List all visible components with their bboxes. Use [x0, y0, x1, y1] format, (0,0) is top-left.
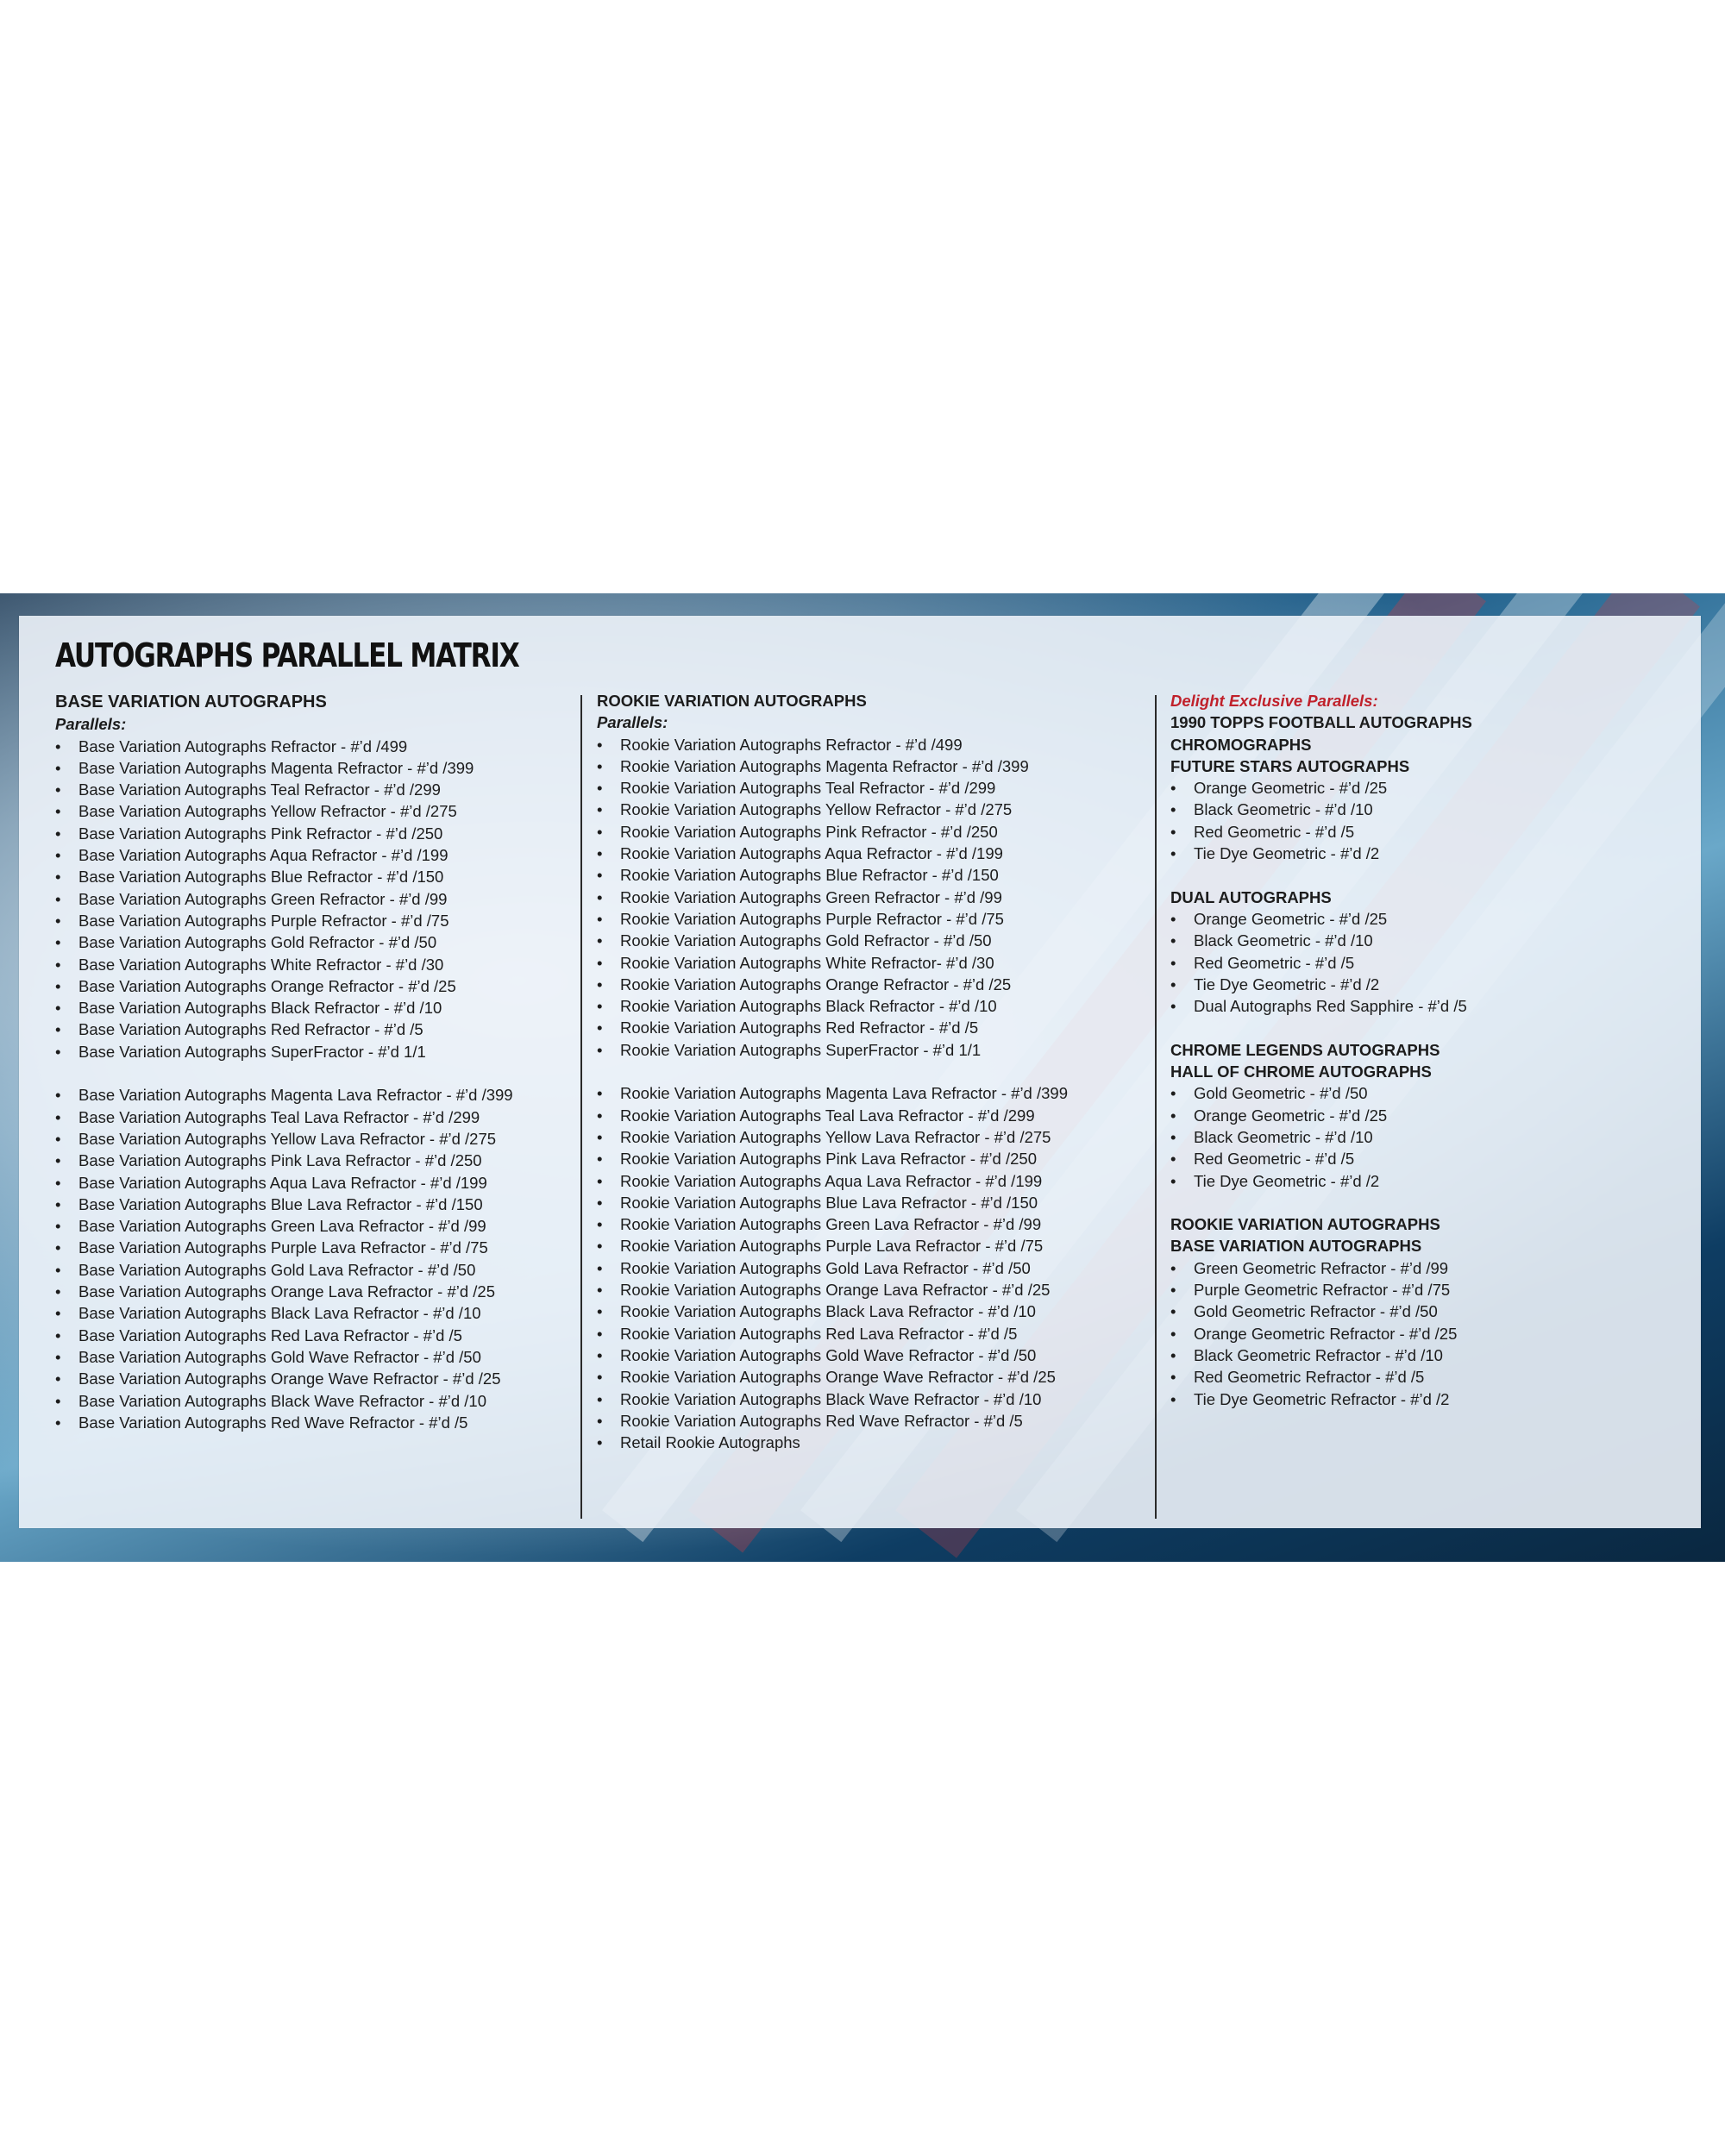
- list-item: • Rookie Variation Autographs Blue Lava Refractor - #’d /150: [597, 1192, 1149, 1213]
- parallel-list: [55, 736, 573, 1062]
- list-item: • Base Variation Autographs Orange Wave Refractor - #’d /25: [55, 1368, 573, 1389]
- list-item: • Base Variation Autographs Black Refractor - #’d /10: [55, 997, 573, 1018]
- list-item: • Rookie Variation Autographs Pink Lava Refractor - #’d /250: [597, 1148, 1149, 1169]
- list-item: • Base Variation Autographs Teal Refractor - #’d /299: [55, 779, 573, 800]
- section-headings: [1170, 1039, 1671, 1083]
- list-item: • Rookie Variation Autographs Green Refractor - #’d /99: [597, 887, 1149, 908]
- list-item: • Red Geometric - #’d /5: [1170, 952, 1671, 974]
- list-item: • Base Variation Autographs Pink Refractor - #’d /250: [55, 823, 573, 844]
- list-item: • Black Geometric - #’d /10: [1170, 930, 1671, 951]
- list-spacer: [1170, 1017, 1671, 1038]
- list-item: • Base Variation Autographs Red Refractor - #’d /5: [55, 1018, 573, 1040]
- list-item: • Rookie Variation Autographs Yellow Refractor - #’d /275: [597, 799, 1149, 820]
- list-item: • Red Geometric Refractor - #’d /5: [1170, 1366, 1671, 1388]
- list-item: • Tie Dye Geometric Refractor - #’d /2: [1170, 1388, 1671, 1410]
- list-item: • Base Variation Autographs White Refractor - #’d /30: [55, 954, 573, 975]
- list-item: • Dual Autographs Red Sapphire - #’d /5: [1170, 995, 1671, 1017]
- list-item: • Rookie Variation Autographs Orange Lava Refractor - #’d /25: [597, 1279, 1149, 1300]
- list-item: • Base Variation Autographs Orange Refractor - #’d /25: [55, 975, 573, 997]
- list-item: • Rookie Variation Autographs Aqua Refractor - #’d /199: [597, 843, 1149, 864]
- list-item: • Base Variation Autographs Aqua Refractor - #’d /199: [55, 844, 573, 866]
- parallel-list: [597, 1082, 1149, 1453]
- list-item: • Base Variation Autographs Yellow Refractor - #’d /275: [55, 800, 573, 822]
- list-item: • Rookie Variation Autographs Purple Refractor - #’d /75: [597, 908, 1149, 930]
- list-item: • Base Variation Autographs Blue Lava Refractor - #’d /150: [55, 1194, 573, 1215]
- parallel-list: [1170, 777, 1671, 864]
- list-item: • Rookie Variation Autographs SuperFractor - #’d 1/1: [597, 1039, 1149, 1061]
- list-item: • Rookie Variation Autographs Black Refractor - #’d /10: [597, 995, 1149, 1017]
- list-item: • Tie Dye Geometric - #’d /2: [1170, 843, 1671, 864]
- rookie-variation-column: [597, 690, 1149, 1453]
- list-item: • Rookie Variation Autographs Blue Refractor - #’d /150: [597, 864, 1149, 886]
- list-item: • Base Variation Autographs Black Wave Refractor - #’d /10: [55, 1390, 573, 1412]
- list-spacer: [55, 1062, 573, 1084]
- parallels-label: Parallels:: [597, 713, 668, 732]
- list-item: • Rookie Variation Autographs Yellow Lava Refractor - #’d /275: [597, 1126, 1149, 1148]
- base-variation-column: [55, 692, 573, 1433]
- list-item: • Base Variation Autographs Purple Refractor - #’d /75: [55, 910, 573, 931]
- exclusive-parallels-label: Delight Exclusive Parallels:: [1170, 692, 1378, 710]
- list-item: • Gold Geometric - #’d /50: [1170, 1082, 1671, 1104]
- list-item: • Retail Rookie Autographs: [597, 1432, 1149, 1453]
- section-headings: [1170, 711, 1671, 777]
- list-item: • Tie Dye Geometric - #’d /2: [1170, 974, 1671, 995]
- list-item: • Purple Geometric Refractor - #’d /75: [1170, 1279, 1671, 1300]
- list-item: • Red Geometric - #’d /5: [1170, 821, 1671, 843]
- exclusive-section: [1170, 887, 1671, 1018]
- list-item: • Base Variation Autographs Gold Lava Refractor - #’d /50: [55, 1259, 573, 1281]
- list-item: • Rookie Variation Autographs Refractor - #’d /499: [597, 734, 1149, 755]
- list-item: • Base Variation Autographs Green Lava Refractor - #’d /99: [55, 1215, 573, 1237]
- list-item: • Rookie Variation Autographs Black Lava Refractor - #’d /10: [597, 1300, 1149, 1322]
- list-item: • Base Variation Autographs Black Lava Refractor - #’d /10: [55, 1302, 573, 1324]
- list-item: • Rookie Variation Autographs Magenta Refractor - #’d /399: [597, 755, 1149, 777]
- parallel-list: [597, 734, 1149, 1061]
- list-item: • Base Variation Autographs Purple Lava Refractor - #’d /75: [55, 1237, 573, 1258]
- list-spacer: [1170, 864, 1671, 886]
- column-divider: [1155, 695, 1157, 1519]
- list-item: • Rookie Variation Autographs Gold Refractor - #’d /50: [597, 930, 1149, 951]
- list-item: • Base Variation Autographs Red Wave Refractor - #’d /5: [55, 1412, 573, 1433]
- list-item: • Base Variation Autographs Magenta Lava Refractor - #’d /399: [55, 1084, 573, 1106]
- column-heading: ROOKIE VARIATION AUTOGRAPHS: [597, 692, 867, 710]
- list-item: • Rookie Variation Autographs Magenta Lava Refractor - #’d /399: [597, 1082, 1149, 1104]
- list-item: • Rookie Variation Autographs Teal Refractor - #’d /299: [597, 777, 1149, 799]
- exclusive-section: [1170, 711, 1671, 864]
- content-panel: [19, 616, 1701, 1528]
- list-item: • Orange Geometric - #’d /25: [1170, 908, 1671, 930]
- section-heading: HALL OF CHROME AUTOGRAPHS: [1170, 1062, 1432, 1081]
- column-divider: [580, 695, 582, 1519]
- parallel-list: [1170, 1257, 1671, 1410]
- list-item: • Base Variation Autographs Red Lava Refractor - #’d /5: [55, 1325, 573, 1346]
- list-item: • Rookie Variation Autographs Gold Wave Refractor - #’d /50: [597, 1344, 1149, 1366]
- list-item: • Black Geometric Refractor - #’d /10: [1170, 1344, 1671, 1366]
- list-item: • Gold Geometric Refractor - #’d /50: [1170, 1300, 1671, 1322]
- list-item: • Base Variation Autographs Green Refractor - #’d /99: [55, 888, 573, 910]
- list-item: • Rookie Variation Autographs White Refractor- #’d /30: [597, 952, 1149, 974]
- parallels-label: Parallels:: [55, 715, 127, 734]
- section-heading: CHROME LEGENDS AUTOGRAPHS: [1170, 1040, 1440, 1059]
- section-heading: FUTURE STARS AUTOGRAPHS: [1170, 756, 1410, 775]
- page-title: AUTOGRAPHS PARALLEL MATRIX: [55, 636, 519, 674]
- list-item: • Base Variation Autographs Refractor - #’d /499: [55, 736, 573, 757]
- section-heading: 1990 TOPPS FOOTBALL AUTOGRAPHS: [1170, 713, 1472, 732]
- section-heading: BASE VARIATION AUTOGRAPHS: [1170, 1237, 1422, 1256]
- list-item: • Base Variation Autographs Pink Lava Refractor - #’d /250: [55, 1150, 573, 1171]
- list-item: • Black Geometric - #’d /10: [1170, 1126, 1671, 1148]
- exclusive-section: [1170, 1213, 1671, 1410]
- list-spacer: [597, 1061, 1149, 1082]
- section-heading: ROOKIE VARIATION AUTOGRAPHS: [1170, 1215, 1440, 1234]
- list-item: • Rookie Variation Autographs Green Lava Refractor - #’d /99: [597, 1213, 1149, 1235]
- list-item: • Base Variation Autographs Yellow Lava Refractor - #’d /275: [55, 1128, 573, 1150]
- exclusive-section: [1170, 1039, 1671, 1192]
- list-item: • Base Variation Autographs SuperFractor - #’d 1/1: [55, 1041, 573, 1062]
- parallel-list: [1170, 1082, 1671, 1191]
- list-item: • Base Variation Autographs Gold Wave Refractor - #’d /50: [55, 1346, 573, 1368]
- list-item: • Rookie Variation Autographs Red Wave Refractor - #’d /5: [597, 1410, 1149, 1432]
- list-item: • Rookie Variation Autographs Red Lava Refractor - #’d /5: [597, 1323, 1149, 1344]
- list-item: • Base Variation Autographs Aqua Lava Refractor - #’d /199: [55, 1172, 573, 1194]
- list-item: • Rookie Variation Autographs Orange Wave Refractor - #’d /25: [597, 1366, 1149, 1388]
- list-item: • Red Geometric - #’d /5: [1170, 1148, 1671, 1169]
- list-item: • Rookie Variation Autographs Black Wave Refractor - #’d /10: [597, 1388, 1149, 1410]
- section-headings: [1170, 887, 1671, 908]
- section-heading: CHROMOGRAPHS: [1170, 735, 1312, 754]
- section-headings: [1170, 1213, 1671, 1257]
- list-item: • Base Variation Autographs Magenta Refractor - #’d /399: [55, 757, 573, 779]
- parallel-list: [55, 1084, 573, 1433]
- list-item: • Rookie Variation Autographs Red Refractor - #’d /5: [597, 1017, 1149, 1038]
- section-heading: DUAL AUTOGRAPHS: [1170, 887, 1332, 906]
- list-item: • Base Variation Autographs Orange Lava Refractor - #’d /25: [55, 1281, 573, 1302]
- list-item: • Rookie Variation Autographs Purple Lava Refractor - #’d /75: [597, 1235, 1149, 1257]
- list-item: • Orange Geometric - #’d /25: [1170, 777, 1671, 799]
- list-spacer: [1170, 1192, 1671, 1213]
- list-item: • Green Geometric Refractor - #’d /99: [1170, 1257, 1671, 1279]
- matrix-slide: [0, 593, 1725, 1562]
- list-item: • Base Variation Autographs Gold Refractor - #’d /50: [55, 931, 573, 953]
- list-item: • Rookie Variation Autographs Orange Refractor - #’d /25: [597, 974, 1149, 995]
- list-item: • Black Geometric - #’d /10: [1170, 799, 1671, 820]
- list-item: • Rookie Variation Autographs Gold Lava Refractor - #’d /50: [597, 1257, 1149, 1279]
- list-item: • Rookie Variation Autographs Aqua Lava Refractor - #’d /199: [597, 1170, 1149, 1192]
- delight-exclusive-column: [1170, 690, 1671, 1410]
- parallel-list: [1170, 908, 1671, 1017]
- list-item: • Rookie Variation Autographs Teal Lava Refractor - #’d /299: [597, 1105, 1149, 1126]
- list-item: • Orange Geometric Refractor - #’d /25: [1170, 1323, 1671, 1344]
- list-item: • Base Variation Autographs Teal Lava Refractor - #’d /299: [55, 1106, 573, 1128]
- list-item: • Rookie Variation Autographs Pink Refractor - #’d /250: [597, 821, 1149, 843]
- column-heading: BASE VARIATION AUTOGRAPHS: [55, 693, 327, 711]
- list-item: • Orange Geometric - #’d /25: [1170, 1105, 1671, 1126]
- list-item: • Base Variation Autographs Blue Refractor - #’d /150: [55, 866, 573, 887]
- list-item: • Tie Dye Geometric - #’d /2: [1170, 1170, 1671, 1192]
